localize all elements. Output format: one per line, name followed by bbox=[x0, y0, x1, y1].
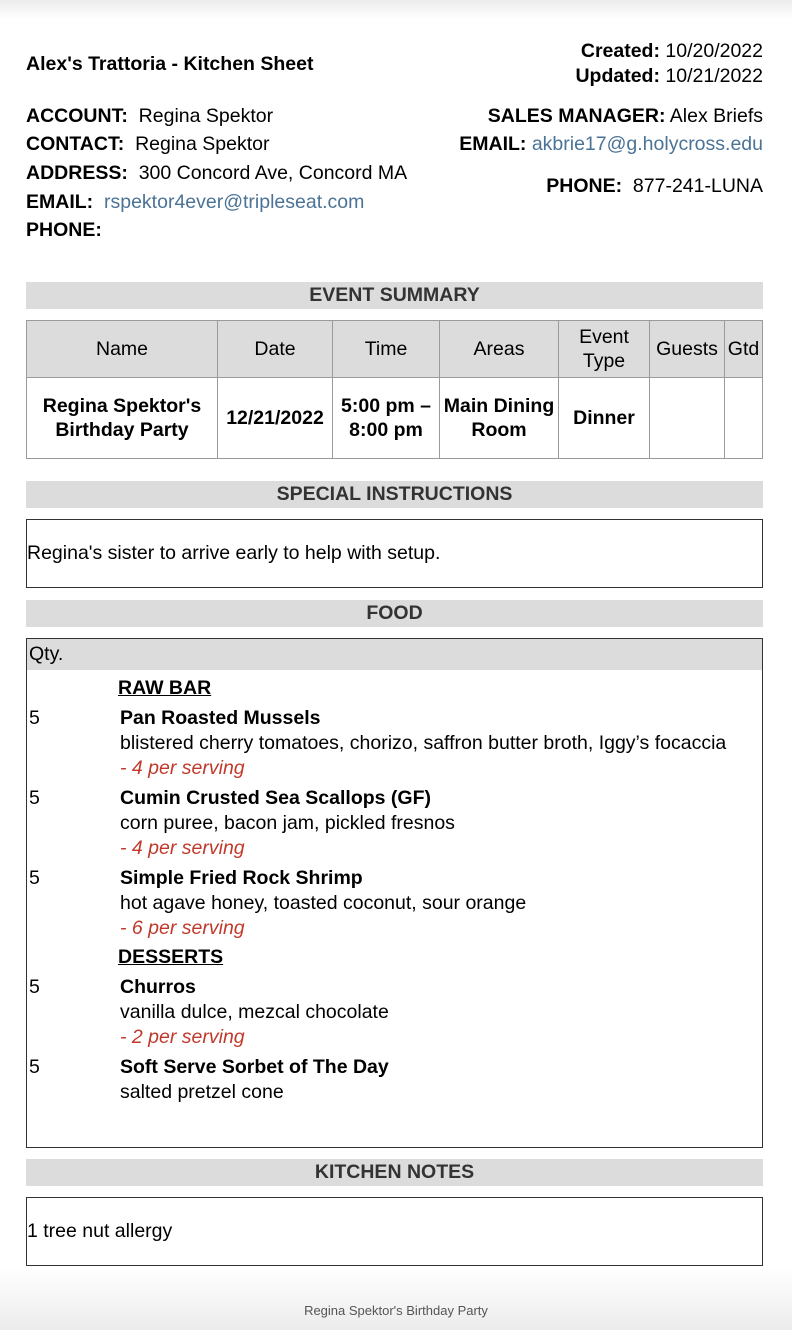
qty-header: Qty. bbox=[27, 639, 762, 670]
food-item bbox=[27, 975, 762, 1050]
created-label: Created: bbox=[580, 40, 660, 62]
kitchen-notes-box bbox=[26, 1197, 763, 1266]
food-item-desc: salted pretzel cone bbox=[120, 1081, 284, 1103]
special-instructions-box bbox=[26, 519, 763, 588]
page-footer bbox=[0, 1268, 792, 1330]
food-category: DESSERTS bbox=[118, 946, 224, 968]
address-row bbox=[26, 161, 426, 186]
food-item-note: - 4 per serving bbox=[120, 757, 245, 779]
created-row bbox=[575, 39, 763, 64]
food-heading: FOOD bbox=[26, 600, 763, 627]
food-item-name: Cumin Crusted Sea Scallops (GF) bbox=[120, 787, 431, 809]
account-row bbox=[26, 102, 426, 130]
event-summary-heading: EVENT SUMMARY bbox=[26, 282, 763, 309]
sales-manager-label: SALES MANAGER: bbox=[487, 105, 666, 127]
account-phone-row bbox=[26, 216, 426, 244]
food-item-name: Churros bbox=[120, 976, 196, 998]
col-event-type: Event Type bbox=[559, 321, 650, 378]
food-item-qty: 5 bbox=[29, 867, 40, 889]
special-instructions-text: Regina's sister to arrive early to help with setup. bbox=[27, 542, 441, 564]
address-label: ADDRESS: bbox=[26, 162, 128, 184]
account-email-label: EMAIL: bbox=[26, 191, 94, 213]
account-email-link[interactable]: rspektor4ever@tripleseat.com bbox=[104, 191, 365, 213]
special-instructions-heading: SPECIAL INSTRUCTIONS bbox=[26, 481, 763, 508]
food-item-body bbox=[120, 1055, 762, 1105]
account-info bbox=[26, 102, 426, 244]
sheet-title: Alex's Trattoria - Kitchen Sheet bbox=[26, 53, 314, 75]
food-item-note: - 4 per serving bbox=[120, 837, 245, 859]
sales-manager-value: Alex Briefs bbox=[669, 105, 763, 127]
food-item-name: Simple Fried Rock Shrimp bbox=[120, 867, 363, 889]
sales-email-row bbox=[459, 130, 763, 158]
top-shade bbox=[0, 0, 792, 20]
kitchen-notes-heading: KITCHEN NOTES bbox=[26, 1159, 763, 1186]
food-item bbox=[27, 706, 762, 781]
sales-manager-row bbox=[459, 102, 763, 130]
food-item-qty: 5 bbox=[29, 707, 40, 729]
event-date: 12/21/2022 bbox=[218, 378, 333, 459]
event-summary-table bbox=[26, 320, 763, 459]
food-category: RAW BAR bbox=[118, 677, 212, 699]
food-item-name: Soft Serve Sorbet of The Day bbox=[120, 1056, 389, 1078]
food-item-note: - 2 per serving bbox=[120, 1026, 245, 1048]
col-guests: Guests bbox=[650, 321, 725, 378]
dates-block bbox=[575, 39, 763, 89]
food-box bbox=[26, 638, 763, 1148]
food-item bbox=[27, 1055, 762, 1105]
food-item-desc: blistered cherry tomatoes, chorizo, saffron butter broth, Iggy’s focaccia bbox=[120, 732, 727, 754]
event-time: 5:00 pm – 8:00 pm bbox=[333, 378, 440, 459]
account-label: ACCOUNT: bbox=[26, 105, 128, 127]
food-item-body bbox=[120, 706, 762, 781]
updated-value: 10/21/2022 bbox=[665, 65, 763, 87]
food-item-body bbox=[120, 975, 762, 1050]
sales-phone-row bbox=[459, 172, 763, 200]
event-areas: Main Dining Room bbox=[440, 378, 559, 459]
col-gtd: Gtd bbox=[725, 321, 763, 378]
sales-phone-value: 877-241-LUNA bbox=[632, 175, 763, 197]
food-item-qty: 5 bbox=[29, 1056, 40, 1078]
contact-label: CONTACT: bbox=[26, 133, 125, 155]
created-value: 10/20/2022 bbox=[665, 40, 763, 62]
contact-row bbox=[26, 130, 426, 158]
col-name: Name bbox=[27, 321, 218, 378]
sales-email-label: EMAIL: bbox=[459, 133, 527, 155]
event-header-row bbox=[27, 321, 763, 378]
contact-value: Regina Spektor bbox=[135, 133, 270, 155]
event-gtd bbox=[725, 378, 763, 459]
col-areas: Areas bbox=[440, 321, 559, 378]
food-item-note: - 6 per serving bbox=[120, 917, 245, 939]
col-date: Date bbox=[218, 321, 333, 378]
footer-text: Regina Spektor's Birthday Party bbox=[304, 1303, 488, 1318]
food-item-qty: 5 bbox=[29, 976, 40, 998]
event-type: Dinner bbox=[559, 378, 650, 459]
food-item-name: Pan Roasted Mussels bbox=[120, 707, 321, 729]
col-time: Time bbox=[333, 321, 440, 378]
food-item-desc: hot agave honey, toasted coconut, sour orange bbox=[120, 892, 527, 914]
account-phone-label: PHONE: bbox=[26, 219, 102, 241]
kitchen-notes-text: 1 tree nut allergy bbox=[27, 1220, 173, 1242]
food-item-desc: corn puree, bacon jam, pickled fresnos bbox=[120, 812, 455, 834]
food-item bbox=[27, 866, 762, 941]
updated-row bbox=[575, 64, 763, 89]
event-guests bbox=[650, 378, 725, 459]
food-list bbox=[27, 670, 762, 1105]
food-item-desc: vanilla dulce, mezcal chocolate bbox=[120, 1001, 389, 1023]
food-item bbox=[27, 786, 762, 861]
updated-label: Updated: bbox=[575, 65, 660, 87]
food-item-body bbox=[120, 786, 762, 861]
sales-email-link[interactable]: akbrie17@g.holycross.edu bbox=[531, 133, 763, 155]
account-email-row bbox=[26, 188, 426, 216]
address-value: 300 Concord Ave, Concord MA bbox=[138, 162, 408, 184]
event-row bbox=[27, 378, 763, 459]
account-value: Regina Spektor bbox=[138, 105, 274, 127]
sales-info bbox=[459, 102, 763, 200]
food-item-body bbox=[120, 866, 762, 941]
sales-phone-label: PHONE: bbox=[546, 175, 623, 197]
event-name: Regina Spektor's Birthday Party bbox=[27, 378, 218, 459]
food-item-qty: 5 bbox=[29, 787, 40, 809]
